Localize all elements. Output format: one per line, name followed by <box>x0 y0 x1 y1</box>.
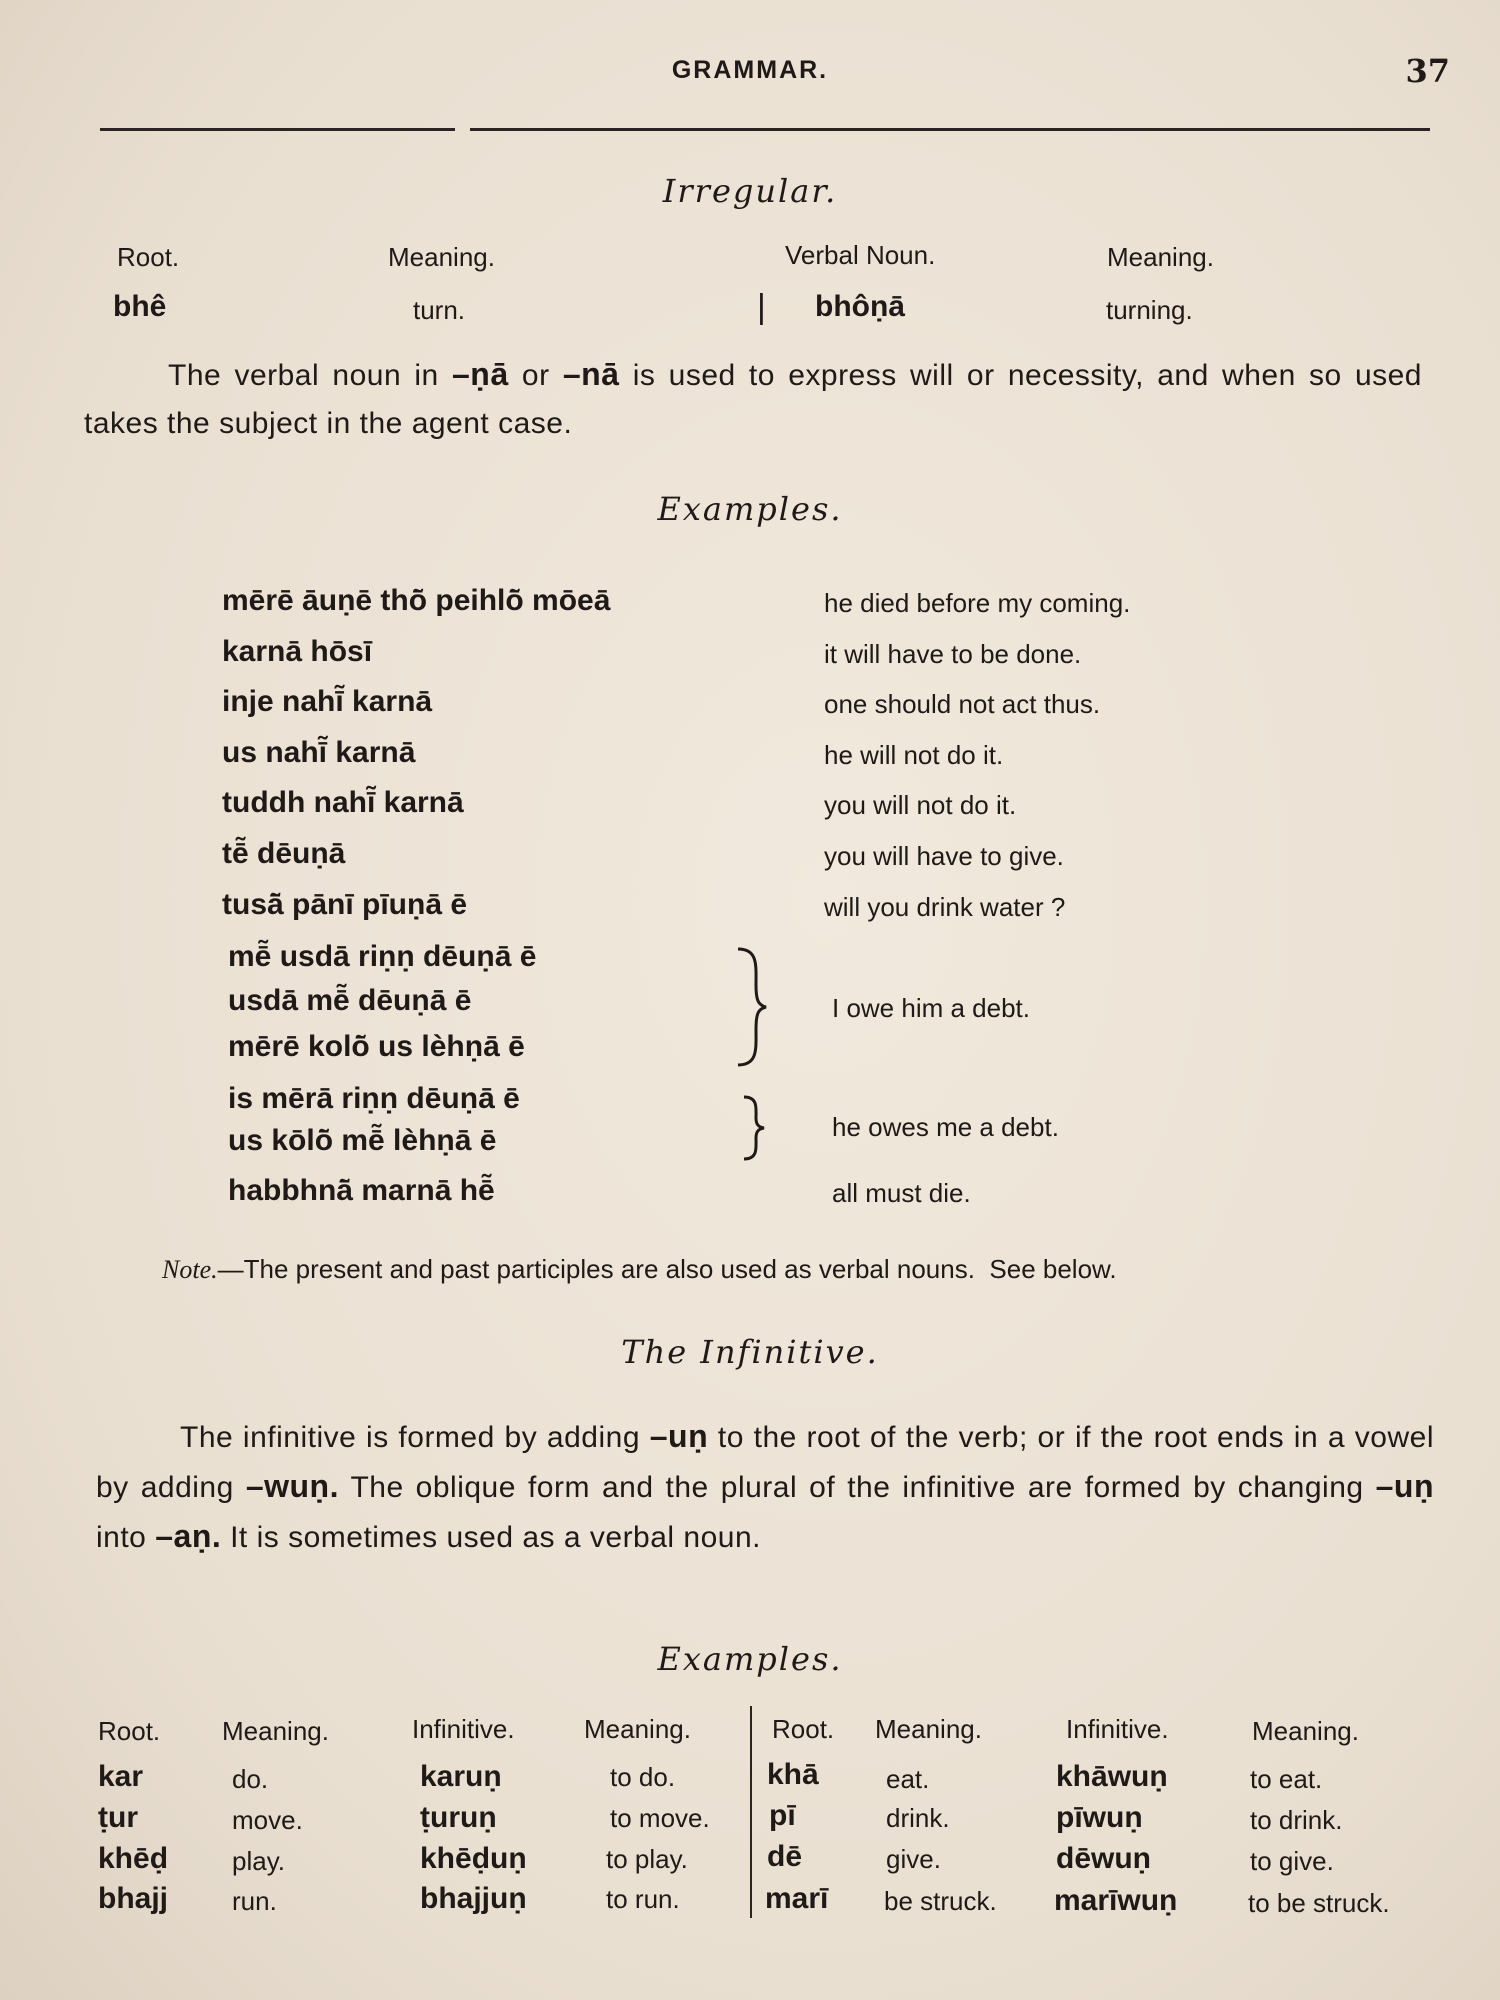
suffix-un: –uṇ <box>649 1418 709 1454</box>
example-source: us nahī̃ karnā <box>222 736 416 769</box>
root-term: pī <box>769 1799 796 1832</box>
example-source: tuddh nahī̃ karnā <box>222 786 464 819</box>
example-translation: one should not act thus. <box>824 689 1101 719</box>
root-term: khēḍ <box>98 1842 169 1875</box>
col-meaning-header: Meaning. <box>875 1714 982 1744</box>
root-meaning: move. <box>232 1805 303 1835</box>
root-term: marī <box>765 1882 829 1915</box>
root-meaning: drink. <box>886 1803 950 1833</box>
irregular-noun-meaning: turning. <box>1106 295 1193 325</box>
example-row <box>0 685 1500 729</box>
infinitive-meaning: to give. <box>1250 1846 1334 1876</box>
column-divider <box>750 1706 752 1918</box>
infinitive-meaning: to eat. <box>1250 1764 1323 1794</box>
col-root-header: Root. <box>772 1714 835 1744</box>
example-source: tusā̃ pānī pīuṇā ē <box>222 888 468 921</box>
root-meaning: give. <box>886 1844 941 1874</box>
infinitive-meaning: to be struck. <box>1248 1888 1390 1918</box>
para-text: The infinitive is formed by adding <box>180 1421 650 1454</box>
curly-brace-icon <box>738 1094 768 1162</box>
root-term: ṭur <box>98 1801 138 1834</box>
col-root-header: Root. <box>98 1716 161 1746</box>
root-term: dē <box>767 1840 803 1873</box>
col-inf-meaning-header: Meaning. <box>584 1714 691 1744</box>
example-translation: it will have to be done. <box>824 639 1082 669</box>
example-source: karnā hōsī <box>222 635 373 668</box>
header-rule-left <box>100 128 455 131</box>
group-translation: I owe him a debt. <box>832 993 1030 1023</box>
note-label: Note. <box>162 1255 218 1284</box>
example-translation: he died before my coming. <box>824 588 1131 618</box>
suffix-un: –uṇ <box>1375 1468 1434 1504</box>
infinitive-paragraph <box>96 1412 1434 1562</box>
infinitive-meaning: to run. <box>606 1884 680 1914</box>
para-text: or <box>508 359 563 392</box>
col-verbal-noun-header: Verbal Noun. <box>785 240 936 270</box>
example-source: mērē kolō̃ us lèhṇā ē <box>228 1030 525 1063</box>
infinitive-meaning: to move. <box>610 1803 710 1833</box>
col-infinitive-header: Infinitive. <box>1066 1714 1169 1744</box>
example-row <box>0 1174 1500 1218</box>
infinitive-term: karuṇ <box>420 1760 502 1793</box>
example-row <box>0 635 1500 679</box>
header-rule-right <box>470 128 1430 131</box>
root-meaning: do. <box>232 1764 269 1794</box>
column-separator: | <box>757 288 766 326</box>
example-translation: you will not do it. <box>824 790 1017 820</box>
root-term: kar <box>98 1760 144 1793</box>
root-meaning: be struck. <box>884 1886 997 1916</box>
example-row <box>0 786 1500 830</box>
example-source: inje nahī̃ karnā <box>222 685 433 718</box>
infinitive-meaning: to play. <box>606 1844 688 1874</box>
infinitive-term: pīwuṇ <box>1056 1801 1143 1834</box>
example-source: is mērā riṇṇ dēuṇā ē <box>228 1082 520 1115</box>
note-see-below: See below. <box>989 1254 1117 1284</box>
verbal-noun-paragraph <box>84 350 1422 448</box>
note-text: —The present and past participles are also used as verbal nouns. <box>217 1254 975 1284</box>
irregular-root: bhê <box>113 290 167 323</box>
examples-heading: Examples. <box>657 1640 843 1678</box>
examples-heading: Examples. <box>657 490 843 528</box>
col-root-header: Root. <box>117 242 180 272</box>
infinitive-term: ṭuruṇ <box>420 1801 497 1834</box>
example-translation: all must die. <box>832 1178 971 1208</box>
example-row <box>0 837 1500 881</box>
suffix-na-retroflex: –ṇā <box>452 356 509 392</box>
running-title: GRAMMAR. <box>671 56 829 84</box>
note <box>162 1254 1117 1285</box>
irregular-verbal-noun: bhôṇā <box>815 290 905 323</box>
page-number: 37 <box>1405 52 1450 90</box>
root-meaning: eat. <box>886 1764 930 1794</box>
infinitive-meaning: to do. <box>610 1762 676 1792</box>
infinitive-heading: The Infinitive. <box>621 1333 879 1371</box>
infinitive-term: bhajjuṇ <box>420 1882 527 1915</box>
suffix-an: –aṇ. <box>155 1518 222 1554</box>
para-text: to the root of the verb; or if the root ends in a vowel by adding <box>96 1421 1434 1504</box>
example-source: habbhnā̃ marnā hē̃ <box>228 1174 495 1207</box>
para-text: into <box>96 1521 156 1554</box>
col-noun-meaning-header: Meaning. <box>1107 242 1214 272</box>
example-source: mērē āuṇē thō̃ peihlō̃ mōeā <box>222 584 611 617</box>
para-text: The verbal noun in <box>168 359 452 392</box>
root-term: khā <box>767 1758 819 1791</box>
curly-brace-icon <box>730 945 770 1070</box>
example-translation: will you drink water ? <box>824 892 1066 922</box>
infinitive-term: khāwuṇ <box>1056 1760 1168 1793</box>
suffix-wun: –wuṇ. <box>245 1468 339 1504</box>
irregular-heading: Irregular. <box>662 172 838 210</box>
page-header <box>0 52 1500 92</box>
col-meaning-header: Meaning. <box>222 1716 329 1746</box>
infinitive-term: marīwuṇ <box>1054 1884 1178 1917</box>
example-row <box>0 584 1500 628</box>
example-source: us kōlō̃ mē̃ lèhṇā ē <box>228 1124 497 1157</box>
infinitive-meaning: to drink. <box>1250 1805 1343 1835</box>
example-source: mē̃ usdā riṇṇ dēuṇā ē <box>228 940 537 973</box>
example-row <box>0 888 1500 932</box>
col-meaning-header: Meaning. <box>388 242 495 272</box>
infinitive-term: khēḍuṇ <box>420 1842 527 1875</box>
example-translation: you will have to give. <box>824 841 1064 871</box>
root-term: bhajj <box>98 1882 169 1915</box>
example-row <box>0 736 1500 780</box>
irregular-meaning: turn. <box>413 295 466 325</box>
example-source: tē̃ dēuṇā <box>222 837 346 870</box>
para-text: is used to express will or necessity, and when so used takes the subject in the agent case. <box>84 359 1422 440</box>
col-inf-meaning-header: Meaning. <box>1252 1716 1359 1746</box>
group-translation: he owes me a debt. <box>832 1112 1059 1142</box>
infinitive-term: dēwuṇ <box>1056 1842 1151 1875</box>
example-translation: he will not do it. <box>824 740 1004 770</box>
para-text: It is sometimes used as a verbal noun. <box>221 1521 762 1554</box>
para-text: The oblique form and the plural of the infinitive are formed by changing <box>338 1471 1376 1504</box>
root-meaning: play. <box>232 1846 285 1876</box>
col-infinitive-header: Infinitive. <box>412 1714 515 1744</box>
suffix-na: –nā <box>562 356 620 392</box>
example-source: usdā mē̃ dēuṇā ē <box>228 984 472 1017</box>
root-meaning: run. <box>232 1886 277 1916</box>
